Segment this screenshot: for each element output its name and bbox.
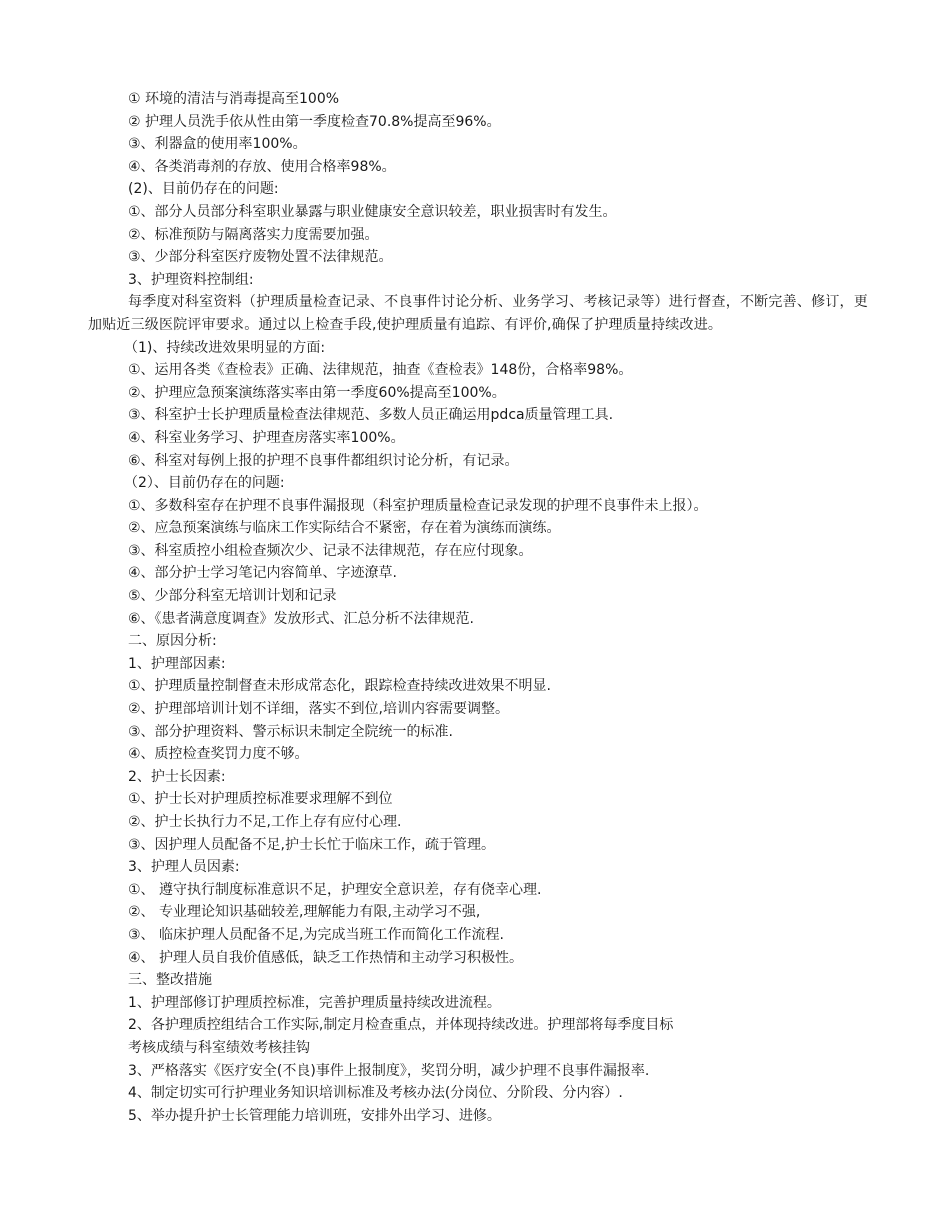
text-line: ③、 临床护理人员配备不足,为完成当班工作而简化工作流程. <box>128 926 504 943</box>
section-heading: （1)、持续改进效果明显的方面: <box>124 339 326 356</box>
text-line: ④、各类消毒剂的存放、使用合格率98%。 <box>128 158 396 175</box>
text-line: ①、多数科室存在护理不良事件漏报现（科室护理质量检查记录发现的护理不良事件未上报）。 <box>128 497 708 514</box>
section-heading: 三、整改措施 <box>128 972 212 989</box>
text-line: ④、部分护士学习笔记内容简单、字迹潦草. <box>128 565 397 582</box>
text-line: ③、少部分科室医疗废物处置不法律规范。 <box>128 249 393 266</box>
section-heading: 1、护理部因素: <box>128 655 226 672</box>
section-heading: 3、护理资料控制组: <box>128 271 254 288</box>
text-line: ①、部分人员部分科室职业暴露与职业健康安全意识较差，职业损害时有发生。 <box>128 203 617 220</box>
text-line: ③、部分护理资料、警示标识未制定全院统一的标准. <box>128 723 453 740</box>
text-line: 考核成绩与科室绩效考核挂钩 <box>128 1039 310 1056</box>
text-line: 4、制定切实可行护理业务知识培训标准及考核办法(分岗位、分阶段、分内容）. <box>128 1085 623 1102</box>
text-line: ⑥、《患者满意度调查》发放形式、汇总分析不法律规范. <box>128 610 474 627</box>
text-line: 5、举办提升护士长管理能力培训班，安排外出学习、进修。 <box>128 1107 501 1124</box>
text-line: ⑤、少部分科室无培训计划和记录 <box>128 588 337 605</box>
section-heading: 2、护士长因素: <box>128 768 226 785</box>
text-line: ①、护理质量控制督查未形成常态化，跟踪检查持续改进效果不明显. <box>128 678 551 695</box>
section-heading: 二、原因分析: <box>128 633 217 650</box>
text-line: ②、护士长执行力不足,工作上存有应付心理. <box>128 814 402 830</box>
text-line: 2、各护理质控组结合工作实际,制定月检查重点，并体现持续改进。护理部将每季度目标 <box>128 1017 674 1034</box>
text-line: ①、护士长对护理质控标准要求理解不到位 <box>128 791 393 808</box>
text-line: ②、应急预案演练与临床工作实际结合不紧密，存在着为演练而演练。 <box>128 520 561 537</box>
text-line: ③、科室护士长护理质量检查法律规范、多数人员正确运用pdca质量管理工具. <box>128 407 614 424</box>
text-line: ⑥、科室对每例上报的护理不良事件都组织讨论分析，有记录。 <box>128 452 519 469</box>
text-line: ① 环境的清洁与消毒提高至100% <box>128 91 340 107</box>
text-line: ①、运用各类《查检表》正确、法律规范，抽查《查检表》148份，合格率98%。 <box>128 362 633 379</box>
text-line: 1、护理部修订护理质控标准，完善护理质量持续改进流程。 <box>128 994 501 1011</box>
section-heading: （2）、目前仍存在的问题: <box>124 475 285 492</box>
text-line: ④、质控检查奖罚力度不够。 <box>128 746 309 763</box>
text-line: ②、 专业理论知识基础较差,理解能力有限,主动学习不强, <box>128 904 481 921</box>
document-body <box>88 88 868 1127</box>
text-line: ② 护理人员洗手依从性由第一季度检查70.8%提高至96%。 <box>128 113 501 130</box>
text-line: ②、护理部培训计划不详细，落实不到位,培训内容需要调整。 <box>128 701 509 718</box>
text-line: ③、利器盒的使用率100%。 <box>128 136 307 153</box>
text-line: ④、科室业务学习、护理查房落实率100%。 <box>128 429 405 446</box>
text-line: ④、 护理人员自我价值感低，缺乏工作热情和主动学习积极性。 <box>128 949 523 966</box>
section-heading: 3、护理人员因素: <box>128 859 240 876</box>
text-line: ③、因护理人员配备不足,护士长忙于临床工作，疏于管理。 <box>128 836 495 853</box>
text-line: 3、严格落实《医疗安全(不良)事件上报制度》，奖罚分明，减少护理不良事件漏报率. <box>128 1062 650 1079</box>
body-paragraph: 每季度对科室资料（护理质量检查记录、不良事件讨论分析、业务学习、考核记录等）进行督查，不断完善、修订，更加贴近三级医院评审要求。通过以上检查手段,使护理质量有追踪、有评价,确保了护理质量持续改进。 <box>88 294 868 333</box>
text-line: ②、护理应急预案演练落实率由第一季度60%提高至100%。 <box>128 384 506 401</box>
text-line: ③、科室质控小组检查频次少、记录不法律规范，存在应付现象。 <box>128 542 533 559</box>
section-heading: (2)、目前仍存在的问题: <box>128 181 279 198</box>
text-line: ①、 遵守执行制度标准意识不足，护理安全意识差，存有侥幸心理. <box>128 881 542 898</box>
text-line: ②、标准预防与隔离落实力度需要加强。 <box>128 226 379 243</box>
